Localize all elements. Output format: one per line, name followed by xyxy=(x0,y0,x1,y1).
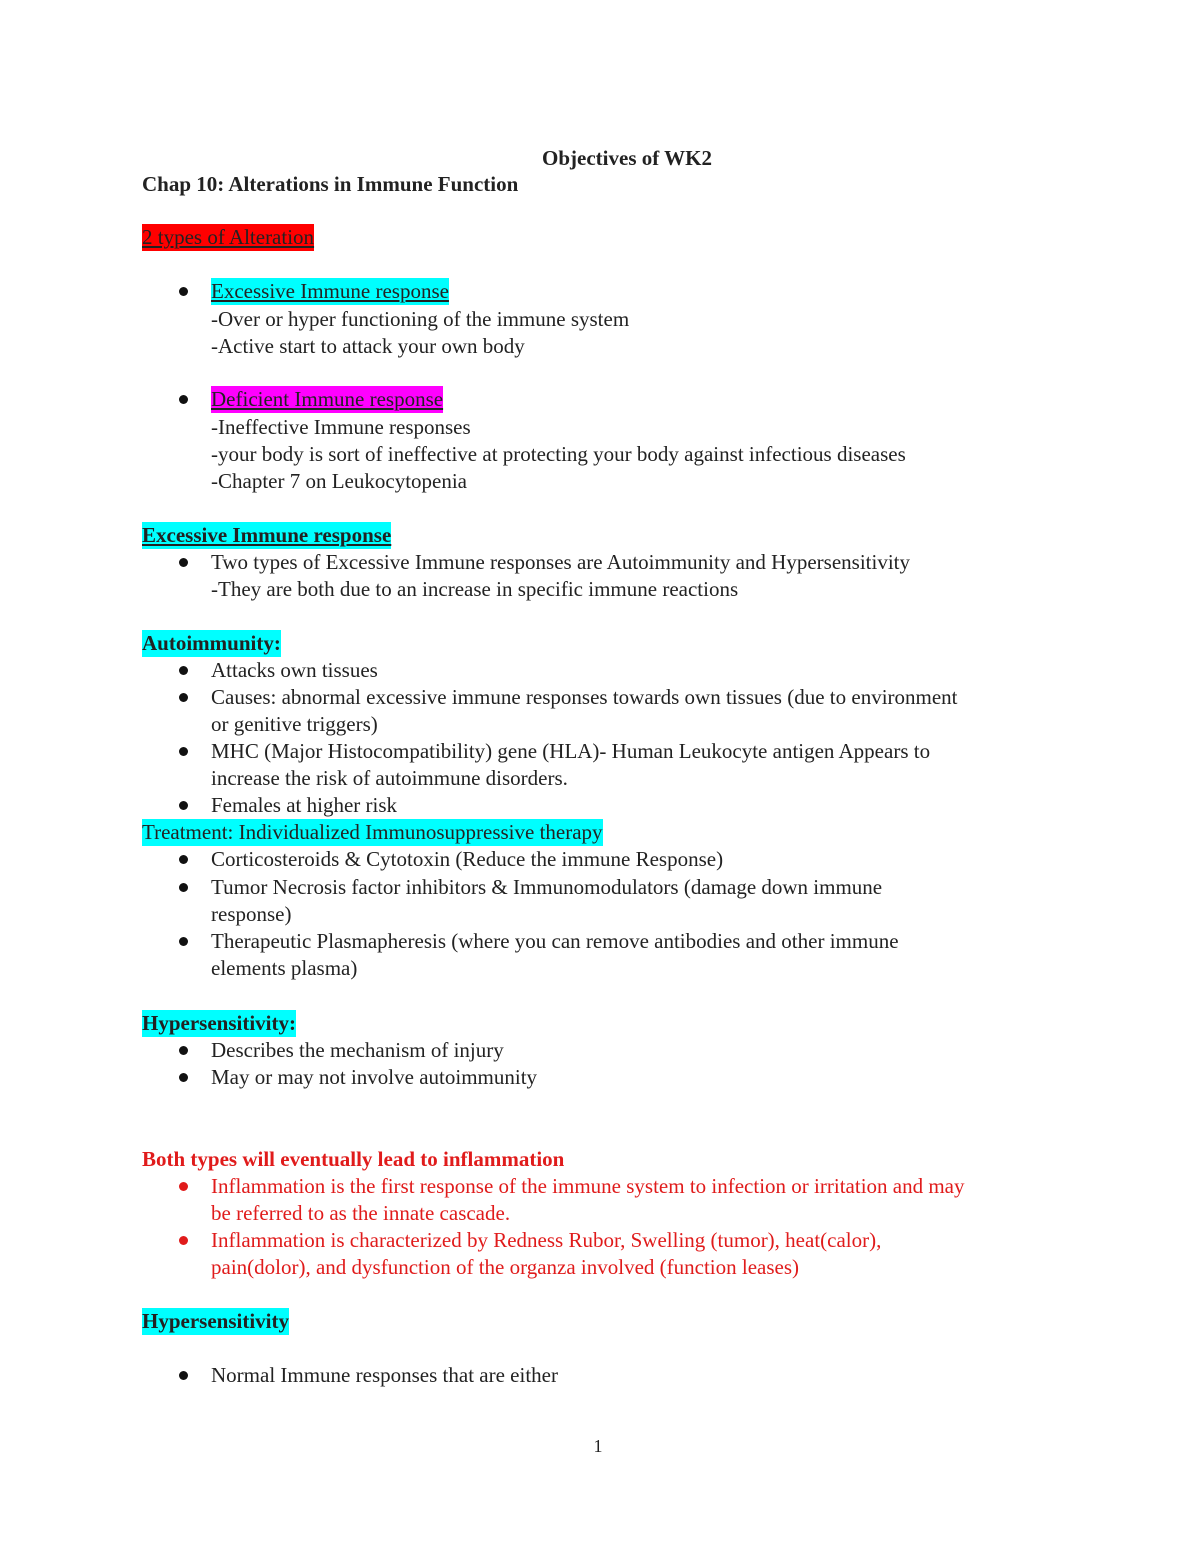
list-item: Inflammation is characterized by Redness Rubor, Swelling (tumor), heat(calor), xyxy=(211,1228,882,1252)
list-item: Inflammation is the first response of the immune system to infection or irritation and may xyxy=(211,1174,965,1198)
excessive-section-heading: Excessive Immune response xyxy=(142,523,392,547)
page-title: Objectives of WK2 xyxy=(542,146,712,170)
excessive-type-line: -Over or hyper functioning of the immune system xyxy=(211,307,630,331)
bullet-icon xyxy=(179,937,188,946)
bullet-icon xyxy=(179,693,188,702)
list-item: Therapeutic Plasmapheresis (where you can remove antibodies and other immune xyxy=(211,929,899,953)
list-item: Describes the mechanism of injury xyxy=(211,1038,504,1062)
list-item: May or may not involve autoimmunity xyxy=(211,1065,538,1089)
types-heading: 2 types of Alteration xyxy=(142,225,315,249)
deficient-type-label: Deficient Immune response xyxy=(211,387,444,411)
page-number: 1 xyxy=(593,1436,603,1456)
bullet-icon xyxy=(179,1236,188,1245)
chapter-heading: Chap 10: Alterations in Immune Function xyxy=(142,172,519,196)
inflammation-heading: Both types will eventually lead to inflammation xyxy=(142,1147,565,1171)
list-item: Corticosteroids & Cytotoxin (Reduce the immune Response) xyxy=(211,847,724,871)
bullet-icon xyxy=(179,1073,188,1082)
list-item-continuation: increase the risk of autoimmune disorders. xyxy=(211,766,568,790)
list-item-continuation: response) xyxy=(211,902,292,926)
treatment-heading: Treatment: Individualized Immunosuppressive therapy xyxy=(142,820,603,844)
list-item-continuation: pain(dolor), and dysfunction of the organza involved (function leases) xyxy=(211,1255,800,1279)
deficient-type-line: -your body is sort of ineffective at protecting your body against infectious diseases xyxy=(211,442,906,466)
list-item: Causes: abnormal excessive immune responses towards own tissues (due to environment xyxy=(211,685,958,709)
bullet-icon xyxy=(179,558,188,567)
list-item: Normal Immune responses that are either xyxy=(211,1363,558,1387)
bullet-icon xyxy=(179,1371,188,1380)
bullet-icon xyxy=(179,1046,188,1055)
list-item-continuation: elements plasma) xyxy=(211,956,358,980)
bullet-icon xyxy=(179,747,188,756)
bullet-icon xyxy=(179,395,188,404)
excessive-type-line: -Active start to attack your own body xyxy=(211,334,525,358)
list-item: Tumor Necrosis factor inhibitors & Immunomodulators (damage down immune xyxy=(211,875,883,899)
list-item: Two types of Excessive Immune responses are Autoimmunity and Hypersensitivity xyxy=(211,550,910,574)
hypersensitivity-heading: Hypersensitivity: xyxy=(142,1011,296,1035)
deficient-type-line: -Ineffective Immune responses xyxy=(211,415,471,439)
bullet-icon xyxy=(179,883,188,892)
list-item: Females at higher risk xyxy=(211,793,398,817)
bullet-icon xyxy=(179,666,188,675)
deficient-type-line: -Chapter 7 on Leukocytopenia xyxy=(211,469,467,493)
list-item-continuation: -They are both due to an increase in specific immune reactions xyxy=(211,577,739,601)
autoimmunity-heading: Autoimmunity: xyxy=(142,631,281,655)
excessive-type-label: Excessive Immune response xyxy=(211,279,449,303)
list-item: MHC (Major Histocompatibility) gene (HLA)- Human Leukocyte antigen Appears to xyxy=(211,739,931,763)
bullet-icon xyxy=(179,1182,188,1191)
list-item-continuation: be referred to as the innate cascade. xyxy=(211,1201,511,1225)
bullet-icon xyxy=(179,801,188,810)
bullet-icon xyxy=(179,855,188,864)
bullet-icon xyxy=(179,287,188,296)
list-item: Attacks own tissues xyxy=(211,658,378,682)
hypersensitivity-heading-2: Hypersensitivity xyxy=(142,1309,289,1333)
list-item-continuation: or genitive triggers) xyxy=(211,712,378,736)
